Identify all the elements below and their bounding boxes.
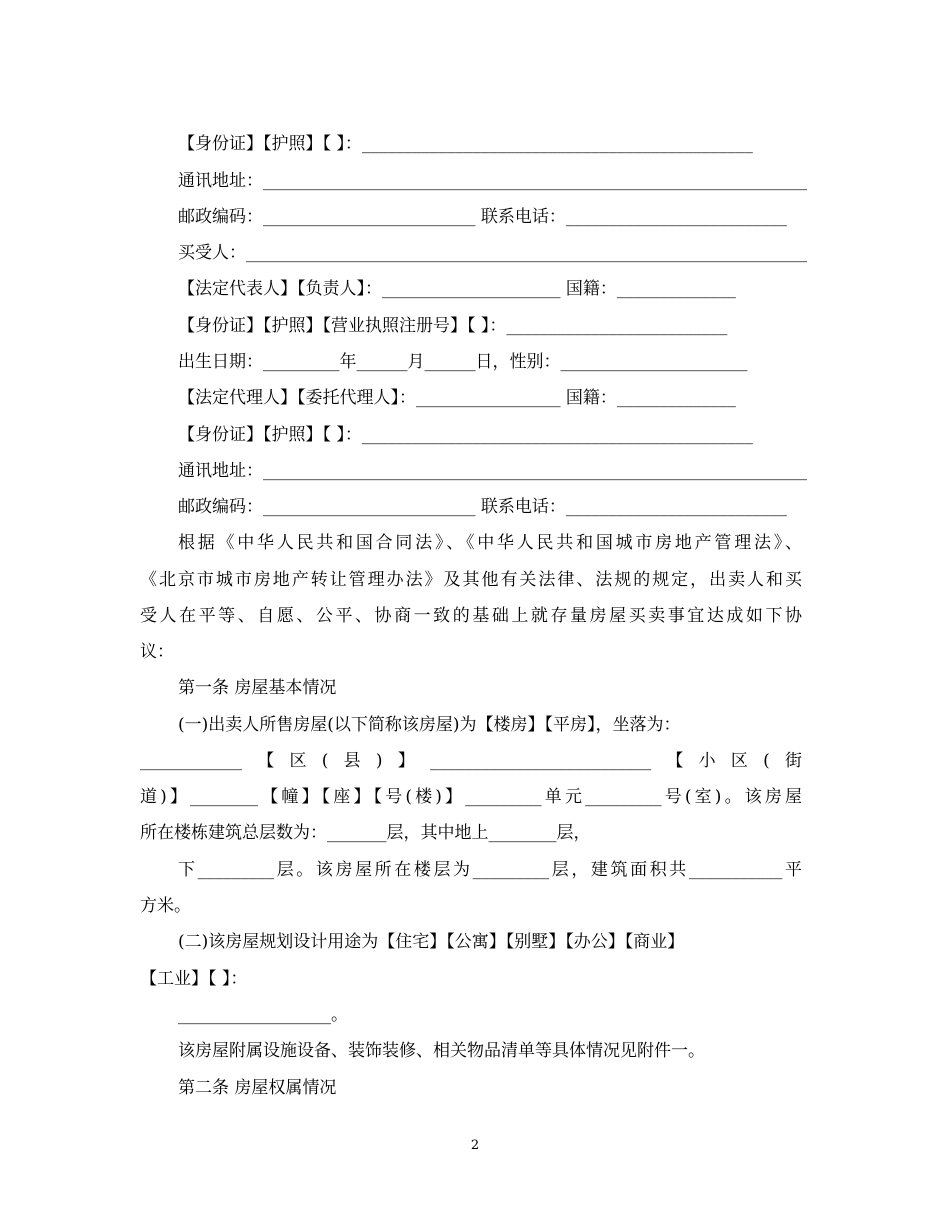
preamble-line-4: 议：	[140, 642, 174, 662]
buyer-line: 买受人：__________________________________________________________________	[178, 243, 807, 263]
article-1-item-1-line-6: 方米。	[140, 896, 191, 916]
buyer-id-license-line: 【身份证】【护照】【营业执照注册号】【 】：__________________________	[178, 316, 728, 336]
article-1-item-1-line-2: ____________【区(县)】__________________________【小区(街	[140, 751, 802, 771]
id-document-line: 【身份证】【护照】【 】：______________________________________________	[178, 134, 753, 154]
article-1-item-2-line-1: (二)该房屋规划设计用途为【住宅】【公寓】【别墅】【办公】【商业】	[178, 932, 685, 952]
article-1-item-1-line-1: (一)出卖人所售房屋(以下简称该房屋)为【楼房】【平房】，坐落为：	[178, 715, 681, 735]
article-1-item-1-line-5: 下_________层。该房屋所在楼层为_________层，建筑面积共___________平	[178, 860, 802, 880]
article-2-heading: 第二条 房屋权属情况	[178, 1078, 337, 1098]
page-number: 2	[470, 1138, 480, 1153]
postcode-phone-line: 邮政编码：_________________________ 联系电话：__________________________	[178, 207, 787, 227]
preamble-line-2: 《北京市城市房地产转让管理办法》及其他有关法律、法规的规定，出卖人和买	[140, 570, 802, 590]
legal-representative-line: 【法定代表人】【负责人】：_____________________ 国籍：______________	[178, 279, 736, 299]
article-1-item-1-line-3: 道)】________【幢】【座】【号(楼)】_________单元_________号(室)。该房屋	[140, 787, 802, 807]
agent-address-line: 通讯地址：________________________________________________________________	[178, 461, 807, 481]
preamble-line-3: 受人在平等、自愿、公平、协商一致的基础上就存量房屋买卖事宜达成如下协	[140, 606, 802, 626]
article-1-item-1-line-4: 所在楼栋建筑总层数为：_______层，其中地上________层，	[140, 823, 591, 843]
attachment-note: 该房屋附属设施设备、装饰装修、相关物品清单等具体情况见附件一。	[178, 1041, 705, 1061]
preamble-line-1: 根据《中华人民共和国合同法》、《中华人民共和国城市房地产管理法》、	[178, 533, 802, 553]
agent-postcode-phone-line: 邮政编码：_________________________ 联系电话：__________________________	[178, 497, 787, 517]
article-1-heading: 第一条 房屋基本情况	[178, 678, 337, 698]
address-line: 通讯地址：________________________________________________________________	[178, 171, 807, 191]
birth-date-gender-line: 出生日期：_________年______月______日，性别：______________________	[178, 352, 748, 372]
agent-line: 【法定代理人】【委托代理人】：_________________ 国籍：______________	[178, 388, 736, 408]
article-1-item-2-line-3: __________________。	[178, 1005, 348, 1025]
agent-id-line: 【身份证】【护照】【 】：______________________________________________	[178, 425, 753, 445]
article-1-item-2-line-2: 【工业】【 】：	[140, 969, 248, 989]
